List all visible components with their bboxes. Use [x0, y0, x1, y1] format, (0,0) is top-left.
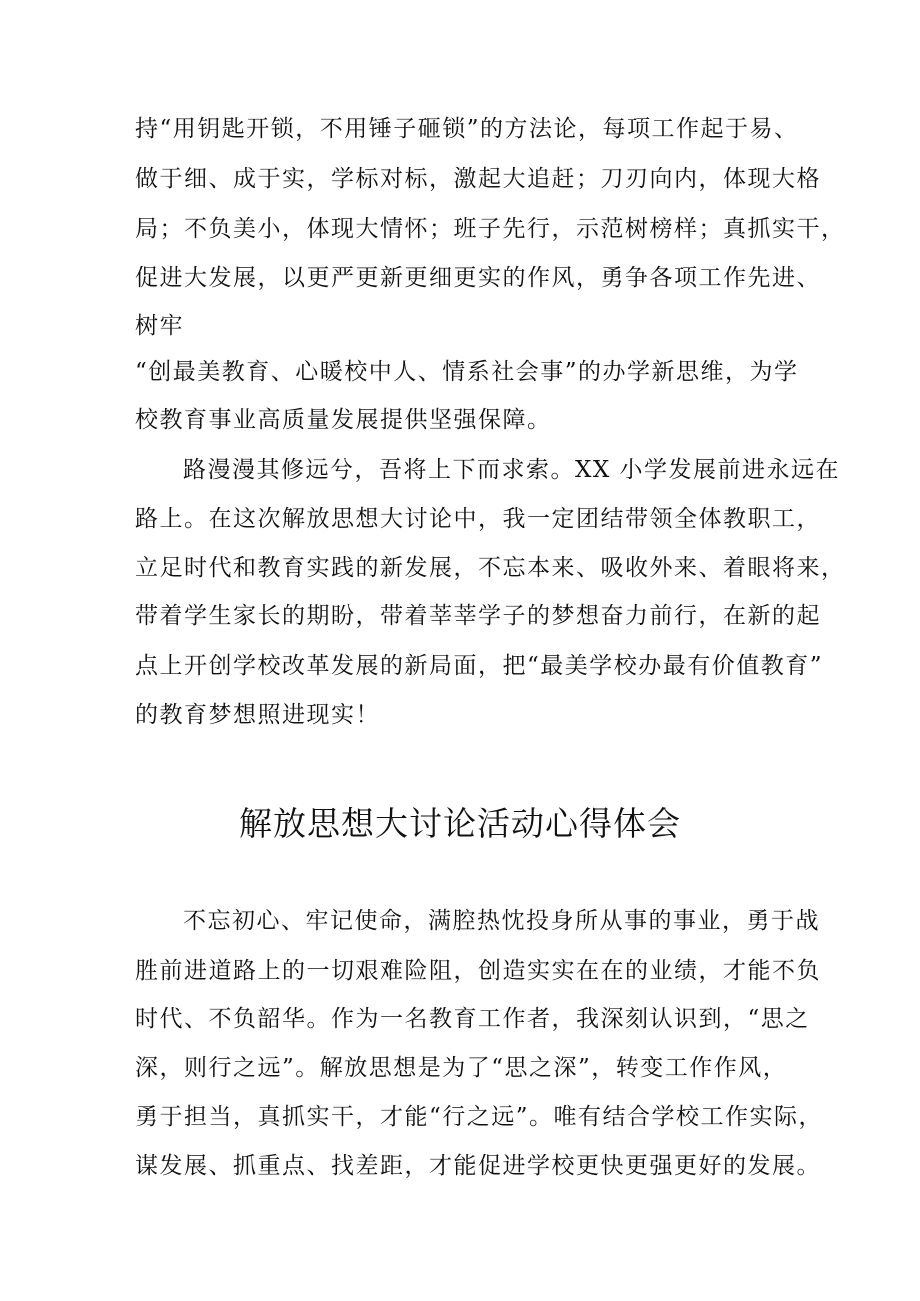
- paragraph-line: 点上开创学校改革发展的新局面，把“最美学校办最有价值教育”: [135, 653, 824, 679]
- paragraph-line: 谋发展、抓重点、找差距，才能促进学校更快更强更好的发展。: [135, 1153, 821, 1179]
- paragraph-line: 的教育梦想照进现实！: [135, 702, 380, 728]
- article-title: 解放思想大讨论活动心得体会: [239, 804, 681, 843]
- paragraph-line: 局；不负美小，体现大情怀；班子先行，示范树榜样；真抓实干，: [135, 216, 846, 242]
- paragraph-line: 立足时代和教育实践的新发展，不忘本来、吸收外来、着眼将来，: [135, 555, 846, 581]
- paragraph-line: 树牢: [135, 313, 184, 339]
- paragraph-line: 路上。在这次解放思想大讨论中，我一定团结带领全体教职工，: [135, 506, 821, 532]
- paragraph-line: 做于细、成于实，学标对标，激起大追赶；刀刃向内，体现大格: [135, 166, 821, 192]
- paragraph-line: 胜前进道路上的一切艰难险阻，创造实实在在的业绩，才能不负: [135, 958, 821, 984]
- paragraph-line: 带着学生家长的期盼，带着莘莘学子的梦想奋力前行，在新的起: [135, 603, 821, 629]
- paragraph-line: 勇于担当，真抓实干，才能“行之远”。唯有结合学校工作实际，: [135, 1104, 824, 1130]
- paragraph-line: 路漫漫其修远兮，吾将上下而求索。XX 小学发展前进永远在: [183, 457, 841, 483]
- paragraph-line: 深，则行之远”。解放思想是为了“思之深”，转变工作作风，: [135, 1055, 788, 1081]
- paragraph-line: “创最美教育、心暖校中人、情系社会事”的办学新思维，为学: [135, 359, 799, 385]
- paragraph-line: 促进大发展，以更严更新更细更实的作风，勇争各项工作先进、: [135, 265, 821, 291]
- paragraph-line: 时代、不负韶华。作为一名教育工作者，我深刻认识到，“思之: [135, 1006, 810, 1032]
- paragraph-line: 不忘初心、牢记使命，满腔热忱投身所从事的事业，勇于战: [183, 908, 820, 934]
- paragraph-line: 校教育事业高质量发展提供坚强保障。: [135, 407, 552, 433]
- paragraph-line: 持“用钥匙开锁，不用锤子砸锁”的方法论，每项工作起于易、: [135, 116, 799, 142]
